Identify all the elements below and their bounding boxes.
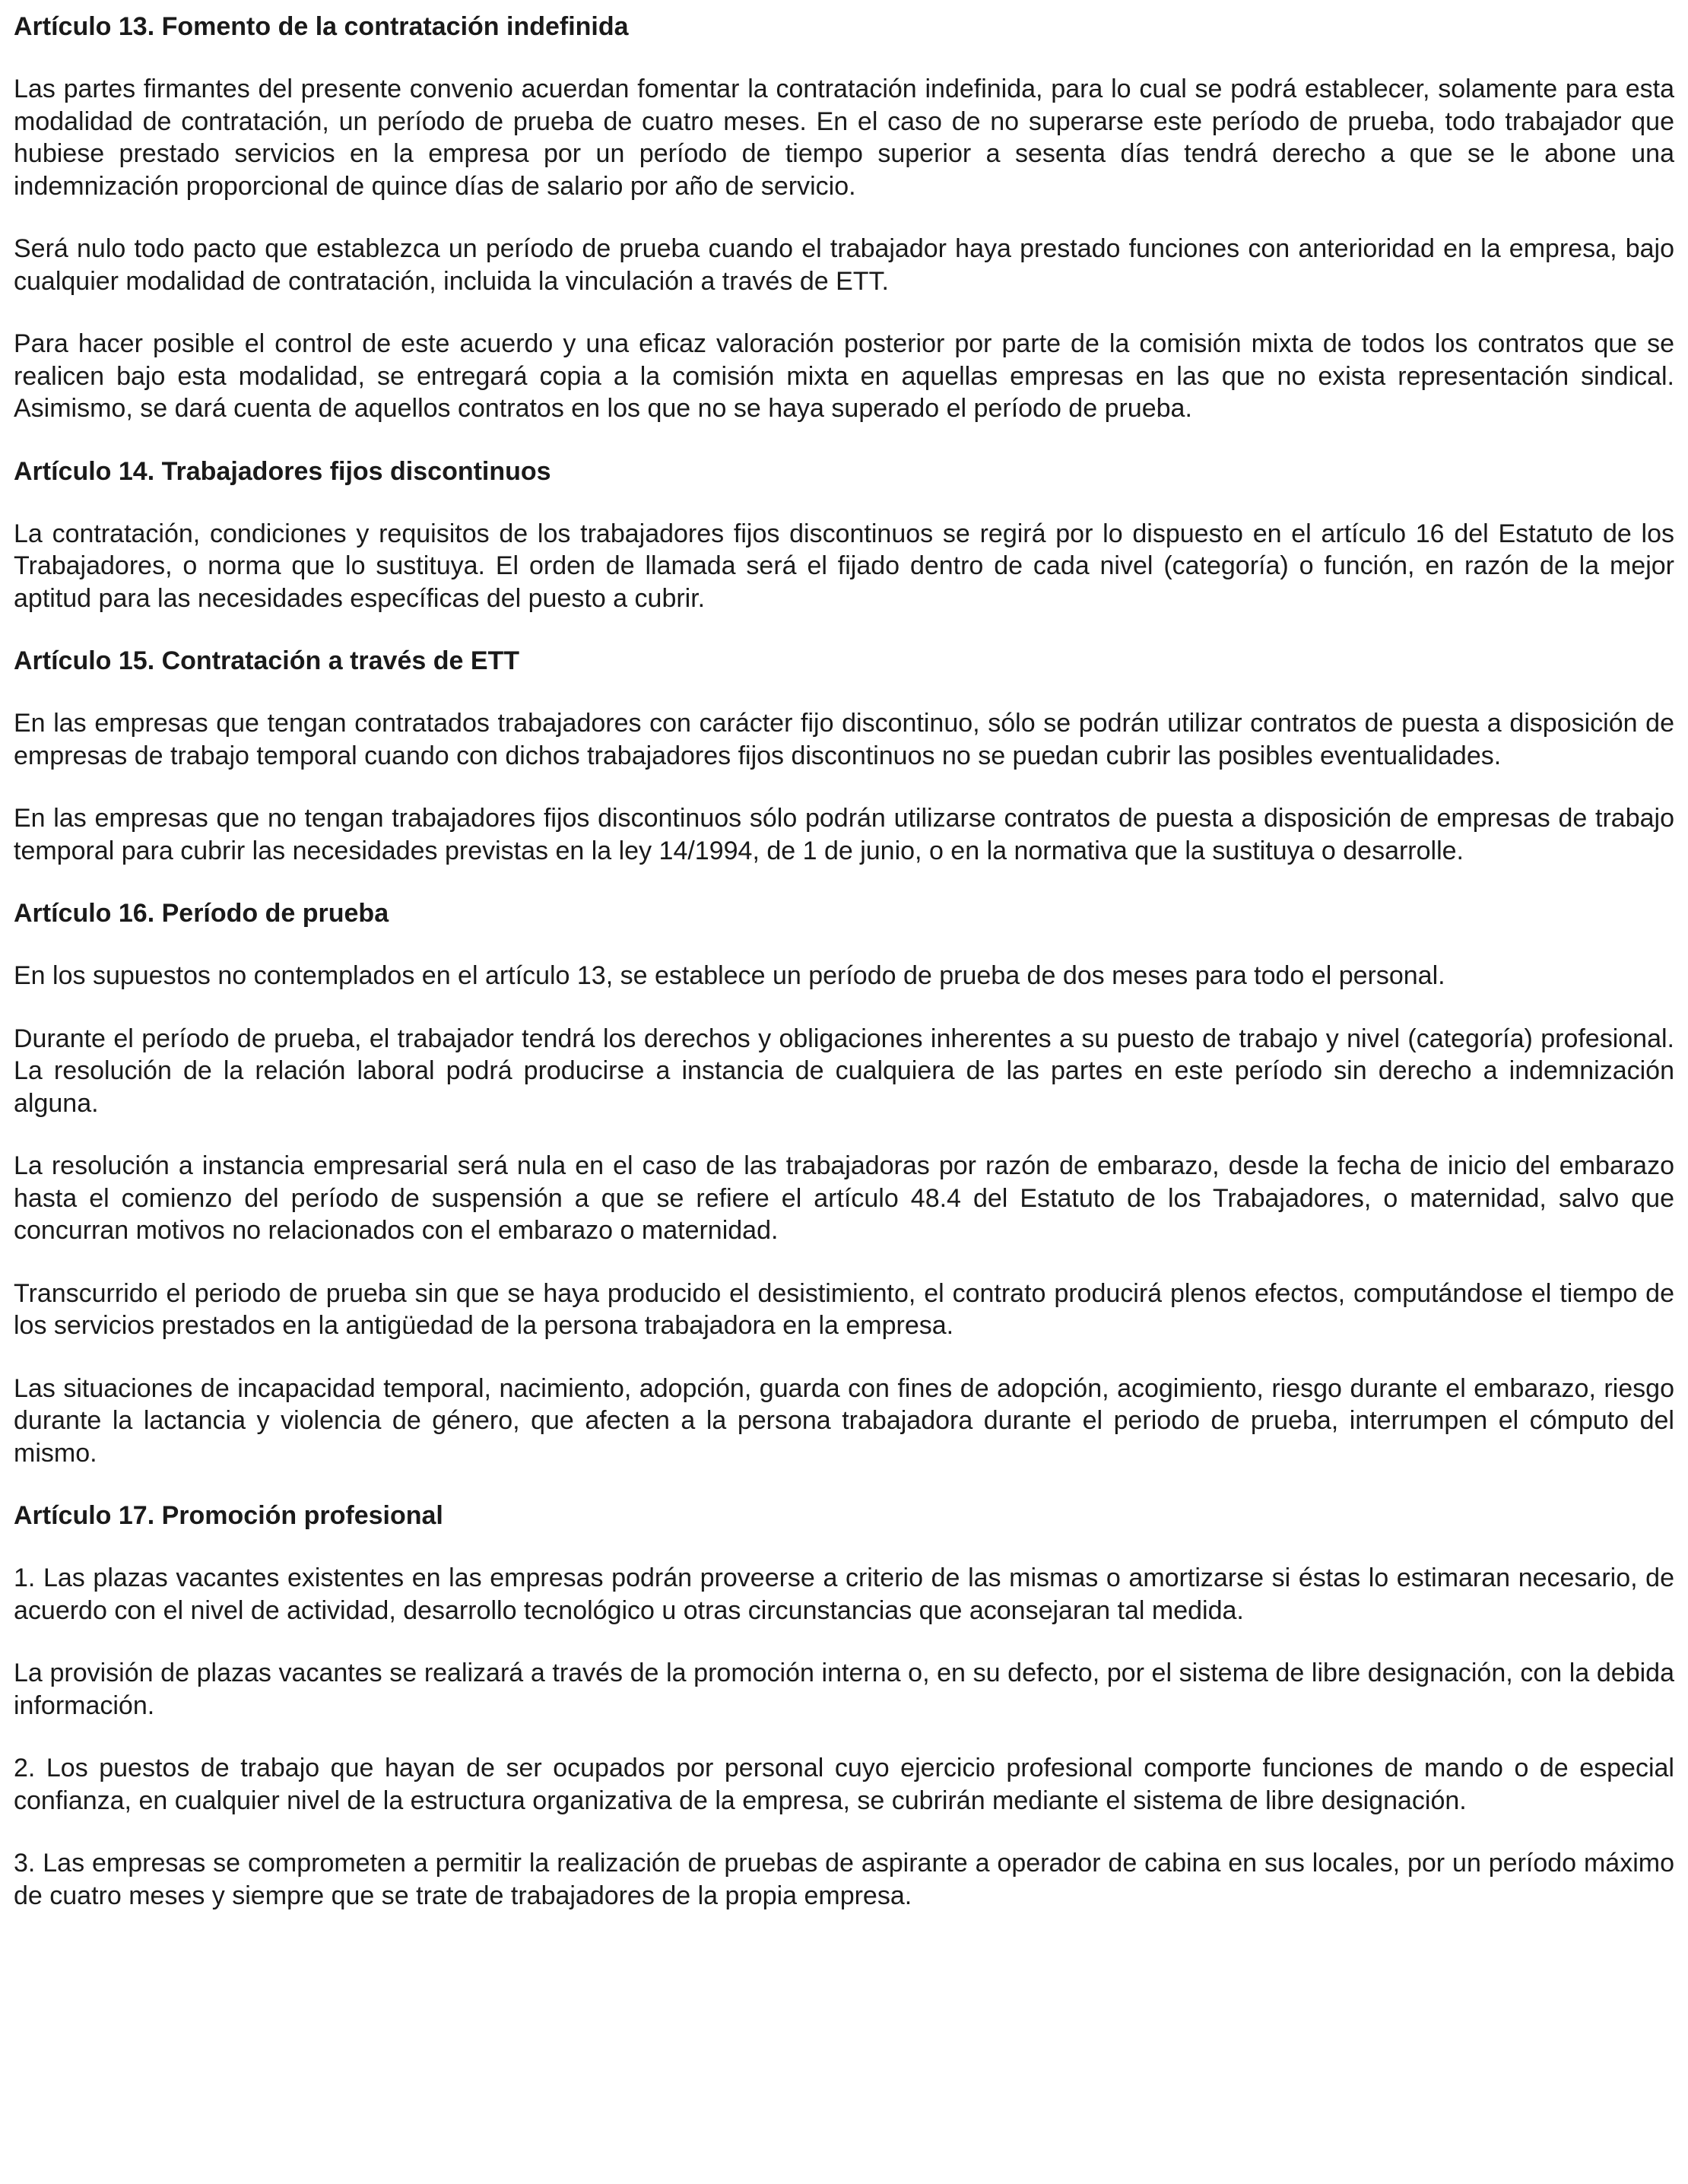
article-paragraph: 2. Los puestos de trabajo que hayan de ser ocupados por personal cuyo ejercicio profesional comporte funciones de mando o de especial confianza, en cualquier nivel de la estructura organizativa de la empresa, se cubrirán mediante el sistema de libre designación. [14,1754,1674,1815]
article-heading: Artículo 16. Período de prueba [14,899,389,928]
article-paragraph: La contratación, condiciones y requisitos de los trabajadores fijos discontinuos se regirá por lo dispuesto en el artículo 16 del Estatuto de los Trabajadores, o norma que lo sustituya. El orden de llamada será el fijado dentro de cada nivel (categoría) o función, en razón de la mejor aptitud para las necesidades específicas del puesto a cubrir. [14,519,1674,613]
article-paragraph: En las empresas que tengan contratados trabajadores con carácter fijo discontinuo, sólo se podrán utilizar contratos de puesta a disposición de empresas de trabajo temporal cuando con dichos trabajadores fijos discontinuos no se puedan cubrir las posibles eventualidades. [14,709,1674,770]
article-heading: Artículo 15. Contratación a través de ETT [14,646,520,675]
article-heading: Artículo 14. Trabajadores fijos discontinuos [14,456,551,486]
article-paragraph: La provisión de plazas vacantes se realizará a través de la promoción interna o, en su defecto, por el sistema de libre designación, con la debida información. [14,1659,1674,1720]
article-paragraph: Las partes firmantes del presente convenio acuerdan fomentar la contratación indefinida, para lo cual se podrá establecer, solamente para esta modalidad de contratación, un período de prueba de cuatro meses. En el caso de no superarse este período de prueba, todo trabajador que hubiese prestado servicios en la empresa por un período de tiempo superior a sesenta días tendrá derecho a que se le abone una indemnización proporcional de quince días de salario por año de servicio. [14,75,1674,201]
article-paragraph: Será nulo todo pacto que establezca un período de prueba cuando el trabajador haya prestado funciones con anterioridad en la empresa, bajo cualquier modalidad de contratación, incluida la vinculación a través de ETT. [14,234,1674,296]
article-17 [14,1500,1674,1912]
article-paragraph: La resolución a instancia empresarial será nula en el caso de las trabajadoras por razón de embarazo, desde la fecha de inicio del embarazo hasta el comienzo del período de suspensión a que se refiere el artículo 48.4 del Estatuto de los Trabajadores, o maternidad, salvo que concurran motivos no relacionados con el embarazo o maternidad. [14,1151,1674,1245]
article-paragraph: Transcurrido el periodo de prueba sin que se haya producido el desistimiento, el contrato producirá plenos efectos, computándose el tiempo de los servicios prestados en la antigüedad de la persona trabajadora en la empresa. [14,1278,1674,1340]
article-paragraph: 1. Las plazas vacantes existentes en las empresas podrán proveerse a criterio de las mismas o amortizarse si éstas lo estimaran necesario, de acuerdo con el nivel de actividad, desarrollo tecnológico u otras circunstancias que aconsejaran tal medida. [14,1563,1674,1625]
article-heading: Artículo 17. Promoción profesional [14,1501,443,1530]
article-paragraph: En los supuestos no contemplados en el artículo 13, se establece un período de prueba de dos meses para todo el personal. [14,961,1445,990]
article-14 [14,456,1674,615]
article-paragraph: En las empresas que no tengan trabajadores fijos discontinuos sólo podrán utilizarse contratos de puesta a disposición de empresas de trabajo temporal para cubrir las necesidades previstas en la ley 14/1994, de 1 de junio, o en la normativa que la sustituya o desarrolle. [14,804,1674,865]
article-13 [14,11,1674,425]
document-page [14,11,1674,1912]
article-paragraph: Para hacer posible el control de este acuerdo y una eficaz valoración posterior por parte de la comisión mixta de todos los contratos que se realicen bajo esta modalidad, se entregará copia a la comisión mixta en aquellas empresas en las que no exista representación sindical. Asimismo, se dará cuenta de aquellos contratos en los que no se haya superado el período de prueba. [14,329,1674,423]
article-heading: Artículo 13. Fomento de la contratación indefinida [14,12,629,41]
article-15 [14,645,1674,867]
article-paragraph: Las situaciones de incapacidad temporal, nacimiento, adopción, guarda con fines de adopción, acogimiento, riesgo durante el embarazo, riesgo durante la lactancia y violencia de género, que afecten a la persona trabajadora durante el periodo de prueba, interrumpen el cómputo del mismo. [14,1373,1674,1468]
article-paragraph: 3. Las empresas se comprometen a permitir la realización de pruebas de aspirante a operador de cabina en sus locales, por un período máximo de cuatro meses y siempre que se trate de trabajadores de la propia empresa. [14,1849,1674,1910]
article-16 [14,897,1674,1469]
article-paragraph: Durante el período de prueba, el trabajador tendrá los derechos y obligaciones inherentes a su puesto de trabajo y nivel (categoría) profesional. La resolución de la relación laboral podrá producirse a instancia de cualquiera de las partes en este período sin derecho a indemnización alguna. [14,1024,1674,1118]
